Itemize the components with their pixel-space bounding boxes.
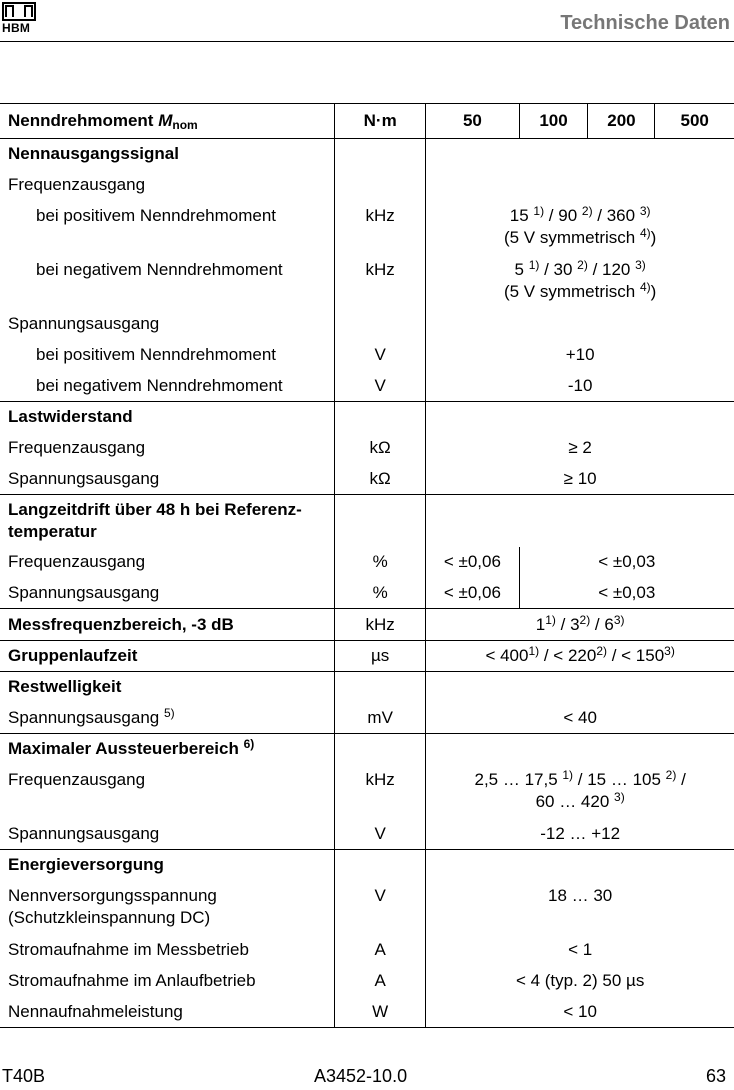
row-value: 5 $^{1)}$ / 30 $^{2)}$ / 120 $^{3)}$ (5 V symmetrisch $^{4)}$): [426, 255, 734, 309]
section-title: Restwelligkeit: [0, 672, 335, 703]
table-row: [0, 935, 734, 966]
row-unit: kΩ: [335, 433, 426, 464]
row-value: < $400^{1)}$ / < $220^{2)}$ / < $150^{3)}$: [426, 641, 734, 672]
row-value: 2,5 … 17,5 $^{1)}$ / 15 … 105 $^{2)}$ / 60 … 420 $^{3)}$: [426, 765, 734, 819]
table-row: [0, 547, 734, 578]
section-title: Energieversorgung: [0, 850, 335, 881]
row-label: Frequenzausgang: [8, 438, 146, 457]
section-title: Langzeitdrift über 48 h bei Referenz- temperatur: [0, 495, 335, 547]
table-row: [0, 819, 734, 850]
row-label: Frequenzausgang: [8, 769, 146, 789]
table-row: [0, 340, 734, 371]
logo-mark: [2, 2, 36, 21]
section-title: Maximaler Aussteuerbereich $^{6)}$: [0, 734, 335, 765]
table-row: [0, 734, 734, 765]
row-value: < 40: [426, 703, 734, 734]
row-label: Nennaufnahmeleistung: [0, 997, 335, 1028]
row-value: -12 … +12: [426, 819, 734, 850]
row-label: Stromaufnahme im Anlaufbetrieb: [8, 971, 256, 990]
row-unit: kHz: [335, 609, 426, 641]
header-value-200: 200: [588, 104, 655, 139]
row-label: Frequenzausgang: [8, 552, 146, 571]
row-label: bei positivem Nenndrehmoment: [36, 205, 277, 225]
row-value: ≥ 10: [426, 464, 734, 495]
header-value-500: 500: [655, 104, 734, 139]
row-unit: V: [335, 340, 426, 371]
row-label: Stromaufnahme im Messbetrieb: [8, 940, 249, 959]
row-value-100-500: < ±0,03: [519, 578, 734, 609]
spec-table: [0, 103, 734, 1028]
section-title: Lastwiderstand: [0, 402, 335, 433]
section-title: Nennausgangssignal: [8, 144, 179, 164]
row-unit: µs: [335, 641, 426, 672]
header-value-100: 100: [519, 104, 588, 139]
logo-text: HBM: [2, 21, 31, 35]
table-row: [0, 464, 734, 495]
row-value: 18 … 30: [426, 881, 734, 935]
row-value: +10: [426, 340, 734, 371]
row-label: Messfrequenzbereich, -3 dB: [0, 609, 335, 641]
table-row: [0, 672, 734, 703]
header-unit: N·m: [335, 104, 426, 139]
row-unit: kHz: [335, 765, 426, 819]
table-row: [0, 609, 734, 641]
header-label: Nenndrehmoment $M_{nom}$: [0, 104, 335, 139]
table-row: [0, 881, 734, 935]
row-value: 15 $^{1)}$ / 90 $^{2)}$ / 360 $^{3)}$ (5 V symmetrisch $^{4)}$): [426, 201, 734, 255]
row-value: < 1: [426, 935, 734, 966]
footer-page-number: 63: [705, 1066, 726, 1086]
table-row: [0, 309, 734, 340]
row-unit: W: [335, 997, 426, 1028]
row-label: Nennversorgungsspannung (Schutzkleinspannung DC): [8, 885, 217, 927]
header-rule: [0, 41, 734, 42]
row-unit: %: [335, 578, 426, 609]
row-label: bei negativem Nenndrehmoment: [36, 375, 283, 395]
row-value-50: < ±0,06: [426, 578, 519, 609]
row-unit: kHz: [335, 201, 426, 255]
row-value-100-500: < ±0,03: [519, 547, 734, 578]
row-unit: V: [335, 371, 426, 402]
row-label: Frequenzausgang: [8, 175, 146, 194]
row-label: Spannungsausgang: [8, 823, 160, 843]
table-row: [0, 966, 734, 997]
table-row: [0, 997, 734, 1028]
table-row: [0, 371, 734, 402]
row-unit: mV: [335, 703, 426, 734]
row-value: 1$^{1)}$ / 3$^{2)}$ / 6$^{3)}$: [426, 609, 734, 641]
row-value: < 4 (typ. 2) 50 µs: [426, 966, 734, 997]
hbm-logo: [2, 2, 38, 36]
row-unit: %: [335, 547, 426, 578]
row-value: ≥ 2: [426, 433, 734, 464]
row-label: bei positivem Nenndrehmoment: [36, 345, 277, 364]
table-row: [0, 703, 734, 734]
row-value: < 10: [426, 997, 734, 1028]
table-row: [0, 495, 734, 547]
table-row: [0, 641, 734, 672]
table-row: [0, 850, 734, 881]
table-row: [0, 170, 734, 201]
row-label: bei negativem Nenndrehmoment: [36, 259, 283, 279]
row-value-50: < ±0,06: [426, 547, 519, 578]
page-header-title: Technische Daten: [560, 12, 730, 34]
table-header-row: [0, 104, 734, 139]
footer-document-number: A3452-10.0: [314, 1066, 408, 1086]
row-unit: A: [335, 935, 426, 966]
header-value-50: 50: [426, 104, 519, 139]
row-value: -10: [426, 371, 734, 402]
row-unit: kΩ: [335, 464, 426, 495]
table-row: [0, 255, 734, 309]
row-unit: kHz: [335, 255, 426, 309]
table-row: [0, 402, 734, 433]
table-row: [0, 201, 734, 255]
row-label: Spannungsausgang: [8, 582, 160, 602]
row-unit: A: [335, 966, 426, 997]
row-label: Spannungsausgang: [8, 314, 160, 333]
table-row: [0, 578, 734, 609]
row-label: Spannungsausgang $^{5)}$: [8, 705, 175, 727]
row-label: Gruppenlaufzeit: [0, 641, 335, 672]
footer-product: T40B: [2, 1066, 46, 1086]
row-label: Spannungsausgang: [8, 468, 160, 488]
table-row: [0, 433, 734, 464]
row-unit: V: [335, 819, 426, 850]
table-row: [0, 765, 734, 819]
row-unit: V: [335, 881, 426, 935]
table-row: [0, 139, 734, 170]
